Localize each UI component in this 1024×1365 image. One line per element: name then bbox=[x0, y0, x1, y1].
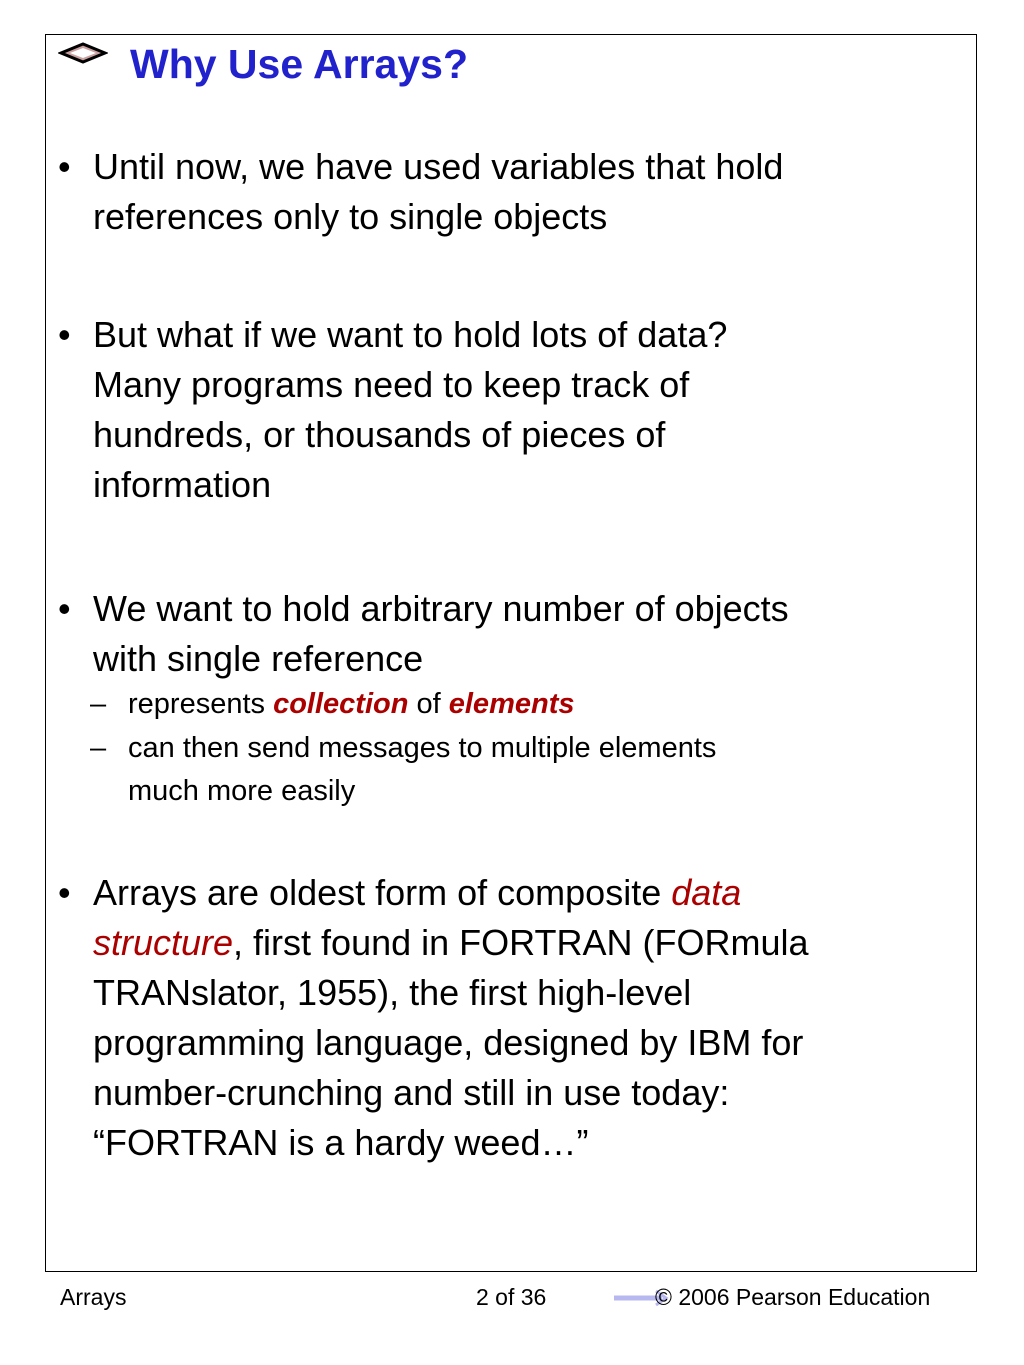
subpoint-2-line-1: can then send messages to multiple elements bbox=[128, 732, 717, 764]
bullet-4-line-4: programming language, designed by IBM for bbox=[93, 1022, 804, 1063]
bullet-marker: • bbox=[58, 146, 71, 187]
bullet-1-line-2: references only to single objects bbox=[93, 196, 608, 237]
bullet-3-line-2: with single reference bbox=[93, 638, 424, 679]
term-structure: structure bbox=[93, 922, 234, 963]
bullet-2-line-3: hundreds, or thousands of pieces of bbox=[93, 414, 666, 455]
bullet-marker: • bbox=[58, 588, 71, 629]
bullet-2-line-4: information bbox=[93, 464, 272, 505]
term-data: data bbox=[671, 872, 742, 913]
bullet-2-line-1: But what if we want to hold lots of data? bbox=[93, 314, 728, 355]
bullet-3-line-1: We want to hold arbitrary number of objects bbox=[93, 588, 789, 629]
term-collection: collection bbox=[273, 688, 409, 720]
subpoint-1-connector: of bbox=[408, 688, 449, 720]
bullet-4-line-2: , first found in FORTRAN (FORmula bbox=[233, 922, 809, 963]
subpoint-marker: – bbox=[90, 732, 107, 764]
bullet-4-text-start: Arrays are oldest form of composite bbox=[93, 872, 672, 913]
bullet-marker: • bbox=[58, 872, 71, 913]
subpoint-1-text: represents bbox=[128, 688, 274, 720]
subpoint-2-line-2: much more easily bbox=[128, 775, 356, 807]
footer-copyright: © 2006 Pearson Education bbox=[655, 1284, 931, 1310]
subpoint-marker: – bbox=[90, 688, 107, 720]
footer-section-title: Arrays bbox=[60, 1284, 127, 1310]
diamond-bullet-icon bbox=[58, 42, 108, 64]
bullet-1-line-1: Until now, we have used variables that hold bbox=[93, 146, 784, 187]
slide-title: Why Use Arrays? bbox=[130, 41, 468, 87]
bullet-marker: • bbox=[58, 314, 71, 355]
footer-page-number: 2 of 36 bbox=[476, 1284, 547, 1310]
term-elements: elements bbox=[448, 688, 575, 720]
bullet-4-line-6: “FORTRAN is a hardy weed…” bbox=[93, 1122, 589, 1163]
bullet-4-line-5: number-crunching and still in use today: bbox=[93, 1072, 730, 1113]
bullet-2-line-2: Many programs need to keep track of bbox=[93, 364, 690, 405]
bullet-4-line-3: TRANslator, 1955), the first high-level bbox=[93, 972, 692, 1013]
